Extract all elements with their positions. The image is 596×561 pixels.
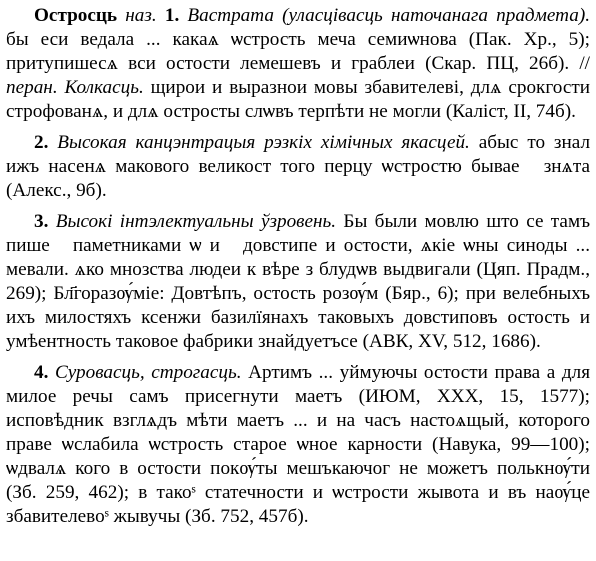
sense-number-2: 2. xyxy=(34,132,49,153)
figurative-sense-citations: щирои и выразнои мовы збавителеві, длѧ срокгости строфованѧ, и длѧ остросты слѡвъ терпѣти не могли (Каліст, II, 74б). xyxy=(6,77,590,122)
sense-definition-2: Высокая канцэнтрацыя рэзкіх хімічных якасцей. xyxy=(57,132,470,153)
sense-3 xyxy=(6,210,590,354)
sense-citations-1: бы еси ведала ... какаѧ ѡстрость меча семиѡнова (Пак. Хр., 5); притупишесѧ вси остости лемешевъ и граблеи (Скар. ПЦ, 26б). // xyxy=(6,29,590,74)
sense-definition-3: Высокі інтэлектуальны ўзровень. xyxy=(55,211,337,232)
sense-number-4: 4. xyxy=(34,362,49,383)
sense-number-3: 3. xyxy=(34,211,49,232)
sense-definition-4: Суровасць, строгасць. xyxy=(54,362,242,383)
dictionary-entry xyxy=(6,4,590,124)
headword: Остросць xyxy=(34,5,118,26)
figurative-sense-label: перан. Колкасць. xyxy=(6,77,144,98)
sense-2 xyxy=(6,131,590,203)
sense-definition-1: Вастрата (уласцівасць наточанага прадмета). xyxy=(187,5,591,26)
sense-citations-4: Артимъ ... уймуючы остости права а для милое речы самъ присегнути маетъ (ИЮМ, XXX, 15, 1577); исповѣдник взглѧдъ мѣти маетъ ... и на часъ настоѧщый, которого праве ѡслабила ѡстрость старое ѡное карности (Навука, 99—100); ѡдвалѧ кого в остости покѹ́ты мешъкаючог не можетъ полькнѹ́ти (Зб. 259, 462); в такоˢ статечности и ѡстрости жывота и въ наѹ́це збавителевоˢ жывучы (Зб. 752, 457б). xyxy=(6,362,591,527)
sense-4 xyxy=(6,361,590,529)
grammar-label: наз. xyxy=(125,5,157,26)
sense-citations-2: абыс то знал ижъ насенѧ макового великост того перцу ѡстростю бываеⷮ знѧта (Алекс., 9б). xyxy=(6,132,591,201)
sense-citations-3: Бы были мовлю што се тамъ пишеⷮ паметниками ѡ иⷯ довстипе и остости, ѧкіе ѡны синоды ... мевали. ѧко мнозства людеи к вѣре з блудѡв выдвигали (Цяп. Прадм., 269); Бл҃горазѹ́міе: Довтѣпъ, остость розѹ́м (Бяр., 6); при велебныхъ ихъ милостяхъ ксенжи базилїянахъ таковыхъ довстиповъ остость и умѣентность таковое фабрики знайдуетъсе (АВК, XV, 512, 1686). xyxy=(6,211,591,352)
sense-number-1: 1. xyxy=(164,5,180,26)
